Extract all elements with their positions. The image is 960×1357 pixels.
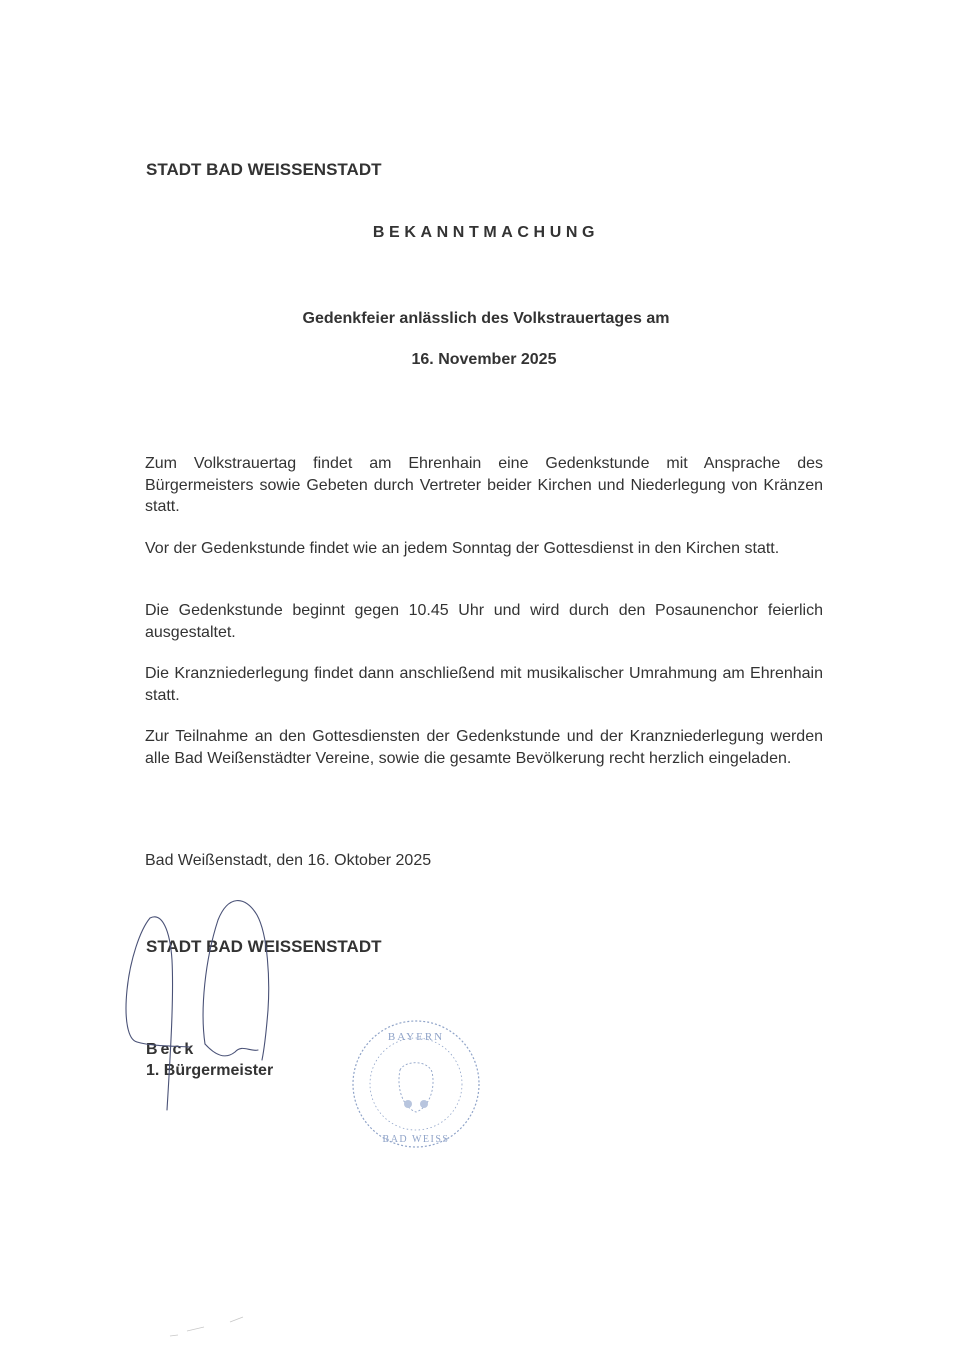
signature-organization: STADT BAD WEISSENSTADT <box>146 937 382 956</box>
header-organization: STADT BAD WEISSENSTADT <box>146 160 382 179</box>
document-title: BEKANNTMACHUNG <box>372 224 600 241</box>
subtitle-line-1: Gedenkfeier anlässlich des Volkstrauertages am <box>302 310 670 327</box>
paragraph-3: Die Gedenkstunde beginnt gegen 10.45 Uhr und wird durch den Posaunenchor feierlich ausgestaltet. <box>145 602 823 641</box>
official-seal <box>353 1021 479 1147</box>
signatory-name: Beck <box>146 1041 197 1058</box>
subtitle-line-2: 16. November 2025 <box>411 351 557 368</box>
svg-text:BAYERN: BAYERN <box>387 1031 445 1043</box>
paragraph-5: Zur Teilnahme an den Gottesdiensten der Gedenkstunde und der Kranzniederlegung werden alle Bad Weißenstädter Vereine, sowie die gesamte Bevölkerung recht herzlich eingeladen. <box>145 728 823 767</box>
paragraph-1: Zum Volkstrauertag findet am Ehrenhain eine Gedenkstunde mit Ansprache des Bürgermeisters sowie Gebeten durch Vertreter beider Kirchen und Niederlegung von Kränzen statt. <box>145 455 823 515</box>
handwritten-signature <box>126 901 269 1110</box>
paragraph-2: Vor der Gedenkstunde findet wie an jedem Sonntag der Gottesdienst in den Kirchen statt. <box>145 540 780 557</box>
signatory-role: 1. Bürgermeister <box>146 1062 274 1079</box>
paragraph-4: Die Kranzniederlegung findet dann anschließend mit musikalischer Umrahmung am Ehrenhain statt. <box>145 665 823 704</box>
place-date: Bad Weißenstadt, den 16. Oktober 2025 <box>145 852 432 869</box>
svg-text:BAD WEISS: BAD WEISS <box>382 1134 450 1145</box>
scan-marks <box>170 1317 243 1336</box>
